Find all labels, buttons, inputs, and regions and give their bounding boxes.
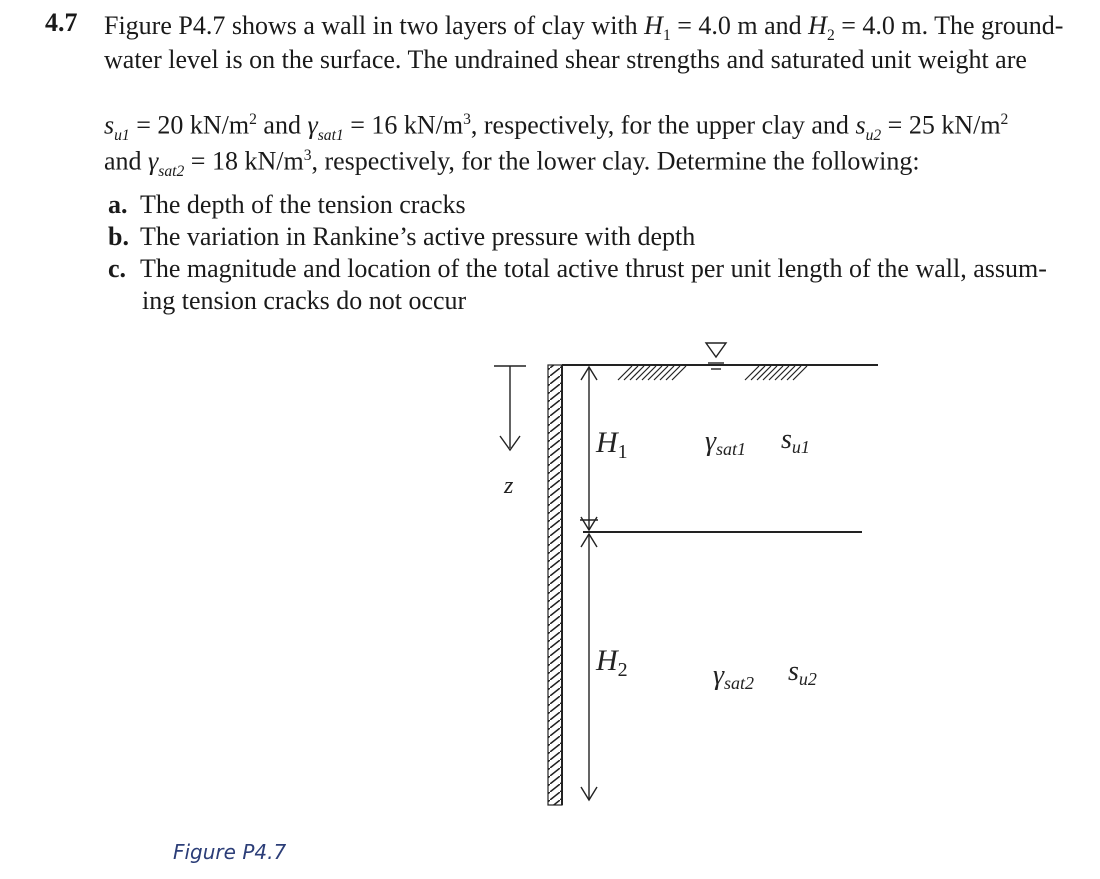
h2-dimension-arrow [581, 534, 597, 800]
gamma-sat2-symbol: γ [148, 146, 159, 176]
list-item-marker: c. [108, 254, 127, 283]
math1-eq1: = 20 kN/m [129, 110, 250, 140]
z-label: z [504, 473, 514, 499]
math1-eq3: = 25 kN/m [881, 110, 1001, 140]
line1-eq2: = 4.0 m. The ground- [834, 11, 1064, 40]
s-u1-label: su1 [781, 424, 810, 457]
line1-h2: H [808, 11, 827, 40]
s-u1-symbol: s [104, 110, 115, 140]
gamma-sat1-sub: sat1 [317, 126, 344, 144]
list-item-text: The variation in Rankine’s active pressure with depth [140, 222, 696, 251]
s-u2-label: su2 [788, 656, 817, 689]
list-item-text: The depth of the tension cracks [140, 190, 466, 219]
gamma-sat1-label: γsat1 [705, 426, 747, 459]
line1-eq1: = 4.0 m and [670, 11, 809, 40]
figure-caption: Figure P4.7 [173, 840, 287, 864]
line1-h2-sub: 2 [826, 27, 835, 45]
math2-sup: 3 [303, 147, 312, 164]
math1-sup3: 2 [1000, 111, 1009, 128]
list-item-marker: a. [108, 190, 128, 219]
line1-text-a: Figure P4.7 shows a wall in two layers of clay with [104, 11, 645, 40]
problem-line-2: water level is on the surface. The undrained shear strengths and saturated unit weight are [104, 45, 1027, 74]
gamma-sat2-label: γsat2 [713, 660, 755, 693]
line1-h1: H [644, 11, 663, 40]
math1-and: and [256, 110, 308, 140]
math1-eq2: = 16 kN/m [343, 110, 464, 140]
math2-rest: , respectively, for the lower clay. Determine the following: [311, 146, 920, 176]
math1-rest: , respectively, for the upper clay and [470, 110, 856, 140]
problem-number: 4.7 [45, 8, 78, 37]
z-depth-arrow [494, 366, 526, 450]
list-item-c-continuation: ing tension cracks do not occur [142, 286, 467, 315]
math2-and: and [104, 146, 149, 176]
gamma-sat1-symbol: γ [307, 110, 318, 140]
h2-label: $H_2$ [596, 644, 628, 681]
list-item-text: The magnitude and location of the total active thrust per unit length of the wall, assum- [140, 254, 1047, 283]
math2-eq: = 18 kN/m [184, 146, 304, 176]
math1-sup2: 3 [463, 111, 471, 128]
line1-h1-sub: 1 [662, 27, 671, 45]
s-u1-sub: u1 [114, 126, 130, 144]
math1-sup1: 2 [249, 111, 257, 128]
s-u2-symbol: s [855, 110, 866, 140]
ground-hatch-left [618, 366, 686, 380]
h1-label: $H_1$ [596, 426, 628, 463]
s-u2-sub: u2 [865, 126, 882, 144]
list-item-marker: b. [108, 222, 129, 251]
retaining-wall [548, 365, 562, 805]
ground-hatch-right [745, 366, 807, 380]
gamma-sat2-sub: sat2 [158, 162, 185, 180]
